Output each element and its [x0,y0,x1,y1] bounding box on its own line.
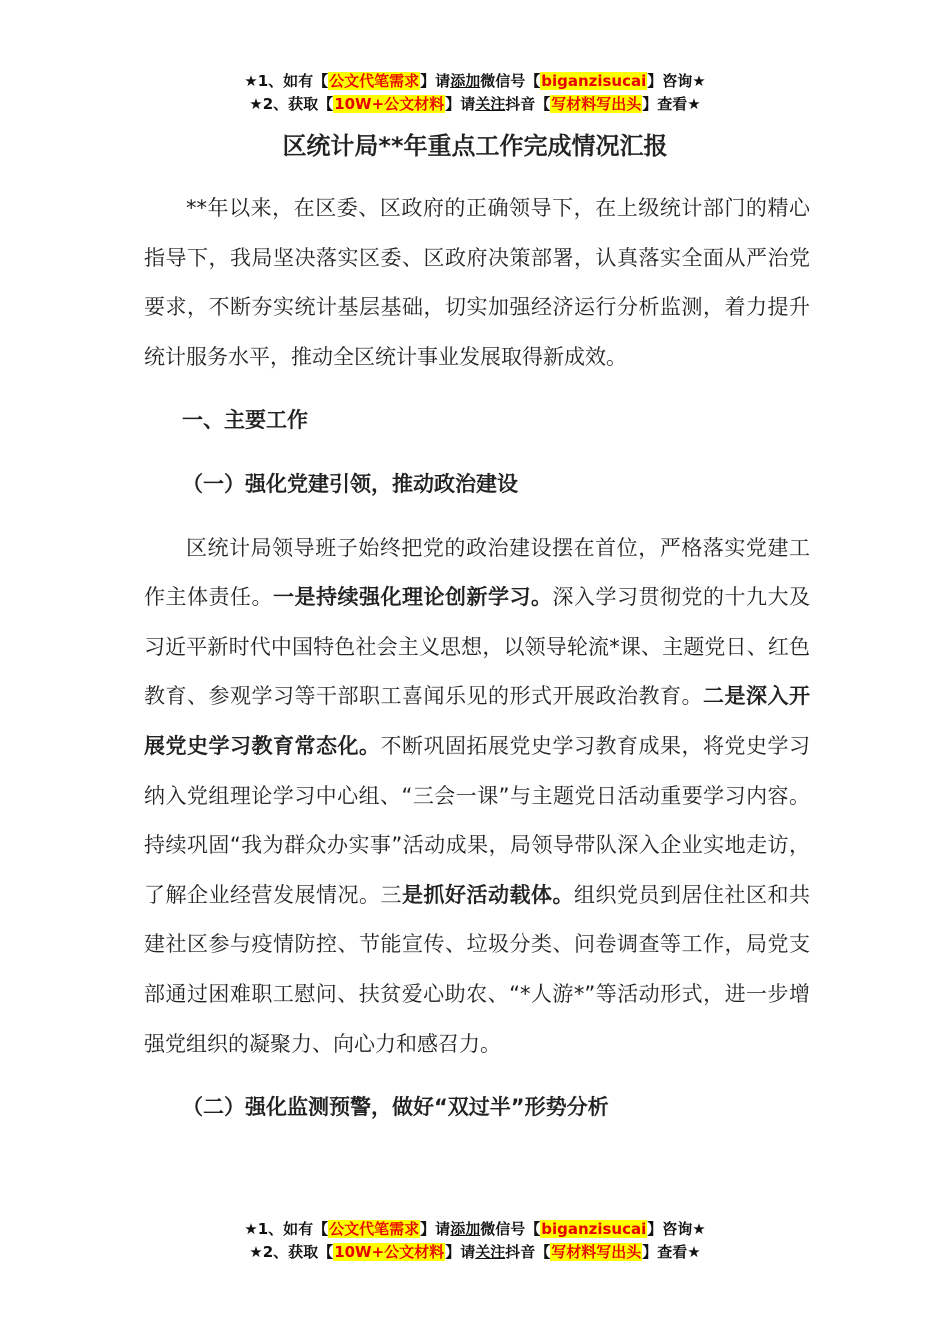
highlight-service: 公文代笔需求 [329,72,420,90]
promo-text: 1、如有【 [257,1220,329,1238]
promo-text: 微信号【 [480,1220,541,1238]
promo-text: 】请 [420,1220,451,1238]
promo-banner-top [0,70,950,116]
subsection-heading-1: （一）强化党建引领，推动政治建设 [182,471,518,496]
document-title: 区统计局**年重点工作完成情况汇报 [282,132,668,160]
promo-text: 】查看★ [642,1243,701,1261]
promo-text: 】请 [445,1243,476,1261]
spacer [144,382,810,396]
promo-text: 抖音【 [505,95,551,113]
paragraph-text: 不断巩固拓展党史学习教育成果，将党史学习纳入党组理论学习中心组、“三会一课”与主题党日活动重要学习内容。持续巩固“我为群众办实事”活动成果，局领导带队深入企业实地走访，了解企业经营发展情况。三 [144,733,810,907]
promo-line-1 [0,1218,950,1241]
promo-text: 】咨询★ [647,1220,706,1238]
promo-text: 】请 [445,95,476,113]
bold-point-2: 二是深入开展党史学习教育常态化。 [144,684,810,758]
underline-follow: 关注 [475,95,506,113]
paragraph-text: 区统计局领导班子始终把党的政治建设摆在首位，严格落实党建工作主体责任。 [144,535,810,610]
promo-text: 抖音【 [505,1243,551,1261]
promo-banner-bottom [0,1218,950,1264]
spacer [144,446,810,460]
subsection-heading-2: （二）强化监测预警，做好“双过半”形势分析 [182,1095,609,1120]
promo-text: 微信号【 [480,72,541,90]
underline-add: 添加 [450,72,481,90]
promo-line-2 [0,93,950,116]
bold-point-3: 是抓好活动载体。 [402,882,574,907]
star-icon: ★ [244,72,258,90]
paragraph-text: 组织党员到居住社区和共建社区参与疫情防控、节能宣传、垃圾分类、问卷调查等工作，局党支部通过困难职工慰问、扶贫爱心助农、“*人游*”等活动形式，进一步增强党组织的凝聚力、向心力和感召力。 [144,882,810,1056]
underline-add: 添加 [450,1220,481,1238]
party-building-paragraph [144,524,810,1070]
section-heading-main-work: 一、主要工作 [182,408,308,433]
promo-text: 1、如有【 [257,72,329,90]
star-icon: ★ [249,1243,263,1261]
star-icon: ★ [249,95,263,113]
star-icon: ★ [244,1220,258,1238]
underline-follow: 关注 [475,1243,506,1261]
intro-paragraph: **年以来，在区委、区政府的正确领导下，在上级统计部门的精心指导下，我局坚决落实区委、区政府决策部署，认真落实全面从严治党要求，不断夯实统计基层基础，切实加强经济运行分析监测，着力提升统计服务水平，推动全区统计事业发展取得新成效。 [144,196,810,369]
highlight-service: 公文代笔需求 [329,1220,420,1238]
promo-text: 2、获取【 [262,95,334,113]
promo-text: 2、获取【 [262,1243,334,1261]
spacer [144,1069,810,1083]
paragraph-text: 深入学习贯彻党的十九大及习近平新时代中国特色社会主义思想，以领导轮流*课、主题党日、红色教育、参观学习等干部职工喜闻乐见的形式开展政治教育。 [144,585,810,709]
bold-point-1: 一是持续强化理论创新学习。 [273,585,553,610]
highlight-wechat-id: biganzisucai [541,72,647,90]
document-body [144,184,810,1133]
highlight-materials: 10W+公文材料 [334,1243,445,1261]
promo-text: 】请 [420,72,451,90]
promo-text: 】查看★ [642,95,701,113]
promo-line-1 [0,70,950,93]
highlight-douyin: 写材料写出头 [551,95,642,113]
highlight-wechat-id: biganzisucai [541,1220,647,1238]
spacer [144,510,810,524]
promo-line-2 [0,1241,950,1264]
highlight-materials: 10W+公文材料 [334,95,445,113]
highlight-douyin: 写材料写出头 [551,1243,642,1261]
promo-text: 】咨询★ [647,72,706,90]
